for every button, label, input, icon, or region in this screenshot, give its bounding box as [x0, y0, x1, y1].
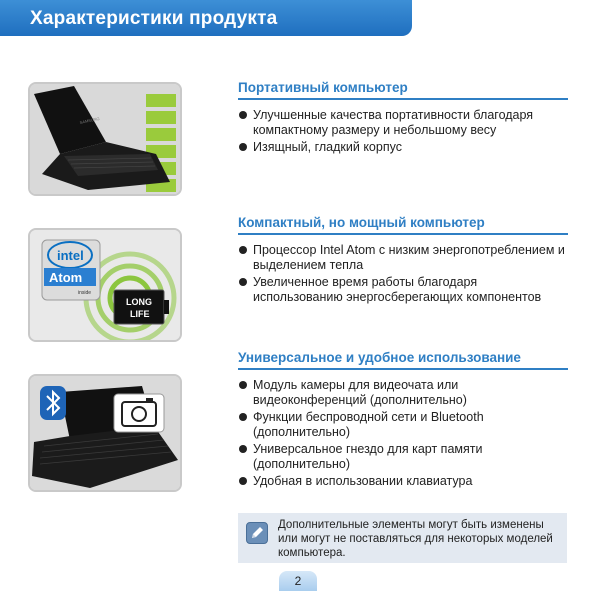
list-item: Модуль камеры для видеочата или видеоконференций (дополнительно): [238, 378, 568, 407]
note-text: Дополнительные элементы могут быть изменены или могут не поставляться для некоторых моделей компьютера.: [278, 519, 553, 559]
list-item: Функции беспроводной сети и Bluetooth (дополнительно): [238, 410, 568, 439]
list-item: Удобная в использовании клавиатура: [238, 474, 568, 489]
bluetooth-icon: [40, 386, 66, 420]
section-portable: [238, 80, 568, 158]
atom-word: Atom: [49, 270, 83, 285]
section-title: Компактный, но мощный компьютер: [238, 215, 568, 235]
header-bar: [0, 0, 412, 36]
pencil-icon: [246, 522, 268, 544]
page-title: Характеристики продукта: [30, 8, 278, 29]
bluetooth-camera-image: [28, 374, 182, 492]
laptop-brand-text: SAMSUNG: [79, 115, 101, 125]
inside-word: inside: [78, 290, 92, 296]
note-box: [238, 513, 567, 563]
long-word: LONG: [126, 297, 152, 307]
laptop-photo: [28, 82, 182, 196]
section-title: Портативный компьютер: [238, 80, 568, 100]
list-item: Улучшенные качества портативности благодаря компактному размеру и небольшому весу: [238, 108, 568, 137]
list-item: Процессор Intel Atom с низким энергопотреблением и выделением тепла: [238, 243, 568, 272]
page-number: 2: [279, 571, 317, 591]
feature-list: [238, 108, 568, 155]
section-universal: [238, 350, 568, 492]
life-word: LIFE: [130, 309, 150, 319]
intel-word: intel: [57, 248, 84, 263]
feature-list: [238, 243, 568, 304]
section-compact-powerful: [238, 215, 568, 307]
section-title: Универсальное и удобное использование: [238, 350, 568, 370]
camera-icon: [114, 394, 164, 432]
feature-list: [238, 378, 568, 489]
intel-atom-logo: [42, 240, 100, 300]
list-item: Универсальное гнездо для карт памяти (дополнительно): [238, 442, 568, 471]
intel-atom-long-life-image: [28, 228, 182, 342]
list-item: Увеличенное время работы благодаря использованию энергосберегающих компонентов: [238, 275, 568, 304]
list-item: Изящный, гладкий корпус: [238, 140, 568, 155]
long-life-battery-icon: [114, 290, 169, 324]
